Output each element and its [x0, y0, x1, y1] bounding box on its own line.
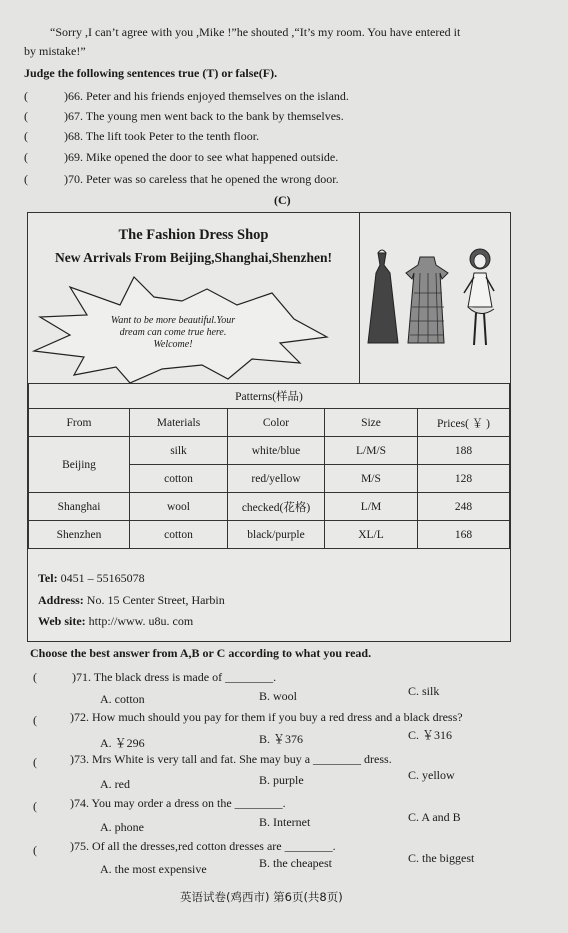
option-c[interactable]: C. silk — [408, 684, 440, 698]
option-b[interactable]: B. Internet — [259, 815, 311, 829]
option-c[interactable]: C. A and B — [408, 810, 461, 824]
cell-from: Shanghai — [29, 493, 130, 521]
table-row — [29, 493, 510, 521]
tf-paren[interactable]: ( — [24, 172, 28, 186]
header-materials: Materials — [130, 409, 228, 437]
cell-material: cotton — [130, 521, 228, 549]
ad-header — [28, 213, 510, 384]
cell-size: L/M — [325, 493, 418, 521]
header-color: Color — [228, 409, 325, 437]
cell-size: M/S — [325, 465, 418, 493]
table-header-row — [29, 409, 510, 437]
tf-question-69: )69. Mike opened the door to see what happened outside. — [64, 150, 339, 164]
cell-color: white/blue — [228, 437, 325, 465]
intro-line-2: by mistake!” — [24, 44, 86, 58]
cell-from: Shenzhen — [29, 521, 130, 549]
option-a[interactable]: A. the most expensive — [100, 862, 207, 876]
tf-question-67: )67. The young men went back to the bank by themselves. — [64, 109, 344, 123]
intro-line-1: “Sorry ,I can’t agree with you ,Mike !”he shouted ,“It’s my room. You have entered it — [50, 25, 461, 39]
website-value[interactable]: http://www. u8u. com — [88, 614, 194, 628]
option-a[interactable]: A. phone — [100, 820, 144, 834]
patterns-table — [28, 383, 510, 549]
tf-question-66: )66. Peter and his friends enjoyed themselves on the island. — [64, 89, 349, 103]
option-c[interactable]: C. yellow — [408, 768, 455, 782]
mc-paren[interactable]: ( — [33, 843, 37, 857]
mc-paren[interactable]: ( — [33, 799, 37, 813]
ad-divider — [359, 213, 360, 383]
mc-paren[interactable]: ( — [33, 670, 37, 684]
contact-address — [38, 593, 225, 608]
option-c[interactable]: C. ￥316 — [408, 728, 453, 742]
address-label: Address: — [38, 593, 84, 607]
tf-paren[interactable]: ( — [24, 150, 28, 164]
mc-question-72: )72. How much should you pay for them if you buy a red dress and a black dress? — [70, 710, 463, 724]
page-footer: 英语试卷(鸡西市) 第6页(共8页) — [180, 890, 343, 904]
option-a[interactable]: A. ￥296 — [100, 736, 145, 750]
cell-color: checked(花格) — [228, 493, 325, 521]
tel-label: Tel: — [38, 571, 58, 585]
header-size: Size — [325, 409, 418, 437]
starburst-line-3: Welcome! — [153, 339, 193, 350]
header-from: From — [29, 409, 130, 437]
address-value: No. 15 Center Street, Harbin — [86, 593, 225, 607]
mc-instruction: Choose the best answer from A,B or C according to what you read. — [30, 646, 372, 660]
cell-color: black/purple — [228, 521, 325, 549]
tel-value: 0451 – 55165078 — [60, 571, 145, 585]
tf-paren[interactable]: ( — [24, 89, 28, 103]
option-b[interactable]: B. ￥376 — [259, 732, 304, 746]
cell-price: 128 — [418, 465, 510, 493]
mc-question-74: )74. You may order a dress on the ________. — [70, 796, 286, 810]
mc-question-73: )73. Mrs White is very tall and fat. She may buy a ________ dress. — [70, 752, 392, 766]
option-b[interactable]: B. purple — [259, 773, 304, 787]
cell-material: wool — [130, 493, 228, 521]
shop-title: The Fashion Dress Shop — [118, 227, 269, 243]
cell-material: silk — [130, 437, 228, 465]
option-a[interactable]: A. cotton — [100, 692, 145, 706]
cell-material: cotton — [130, 465, 228, 493]
tf-paren[interactable]: ( — [24, 109, 28, 123]
tf-question-68: )68. The lift took Peter to the tenth floor. — [64, 129, 260, 143]
website-label: Web site: — [38, 614, 86, 628]
cell-from: Beijing — [29, 437, 130, 493]
table-row — [29, 437, 510, 465]
cell-size: XL/L — [325, 521, 418, 549]
cell-price: 168 — [418, 521, 510, 549]
cell-price: 188 — [418, 437, 510, 465]
mc-question-71: )71. The black dress is made of ________. — [72, 670, 277, 684]
table-row — [29, 521, 510, 549]
tf-question-70: )70. Peter was so careless that he opened the wrong door. — [64, 172, 339, 186]
section-label: (C) — [274, 193, 291, 207]
mc-paren[interactable]: ( — [33, 713, 37, 727]
dress-illustrations-icon — [364, 243, 504, 353]
option-b[interactable]: B. wool — [259, 689, 298, 703]
cell-color: red/yellow — [228, 465, 325, 493]
option-a[interactable]: A. red — [100, 777, 130, 791]
mc-paren[interactable]: ( — [33, 755, 37, 769]
contact-tel — [38, 571, 145, 586]
tf-paren[interactable]: ( — [24, 129, 28, 143]
starburst-line-2: dream can come true here. — [119, 327, 227, 338]
cell-size: L/M/S — [325, 437, 418, 465]
mc-question-75: )75. Of all the dresses,red cotton dresses are ________. — [70, 839, 336, 853]
fashion-shop-ad — [27, 212, 511, 642]
cell-price: 248 — [418, 493, 510, 521]
patterns-title: Patterns(样品) — [29, 384, 510, 409]
option-b[interactable]: B. the cheapest — [259, 856, 332, 870]
starburst-line-1: Want to be more beautiful.Your — [110, 315, 236, 326]
option-c[interactable]: C. the biggest — [408, 851, 475, 865]
shop-subtitle: New Arrivals From Beijing,Shanghai,Shenzhen! — [55, 250, 332, 265]
header-prices: Prices( ￥ ) — [418, 409, 510, 437]
tf-instruction: Judge the following sentences true (T) or false(F). — [24, 66, 278, 80]
contact-website — [38, 614, 193, 629]
